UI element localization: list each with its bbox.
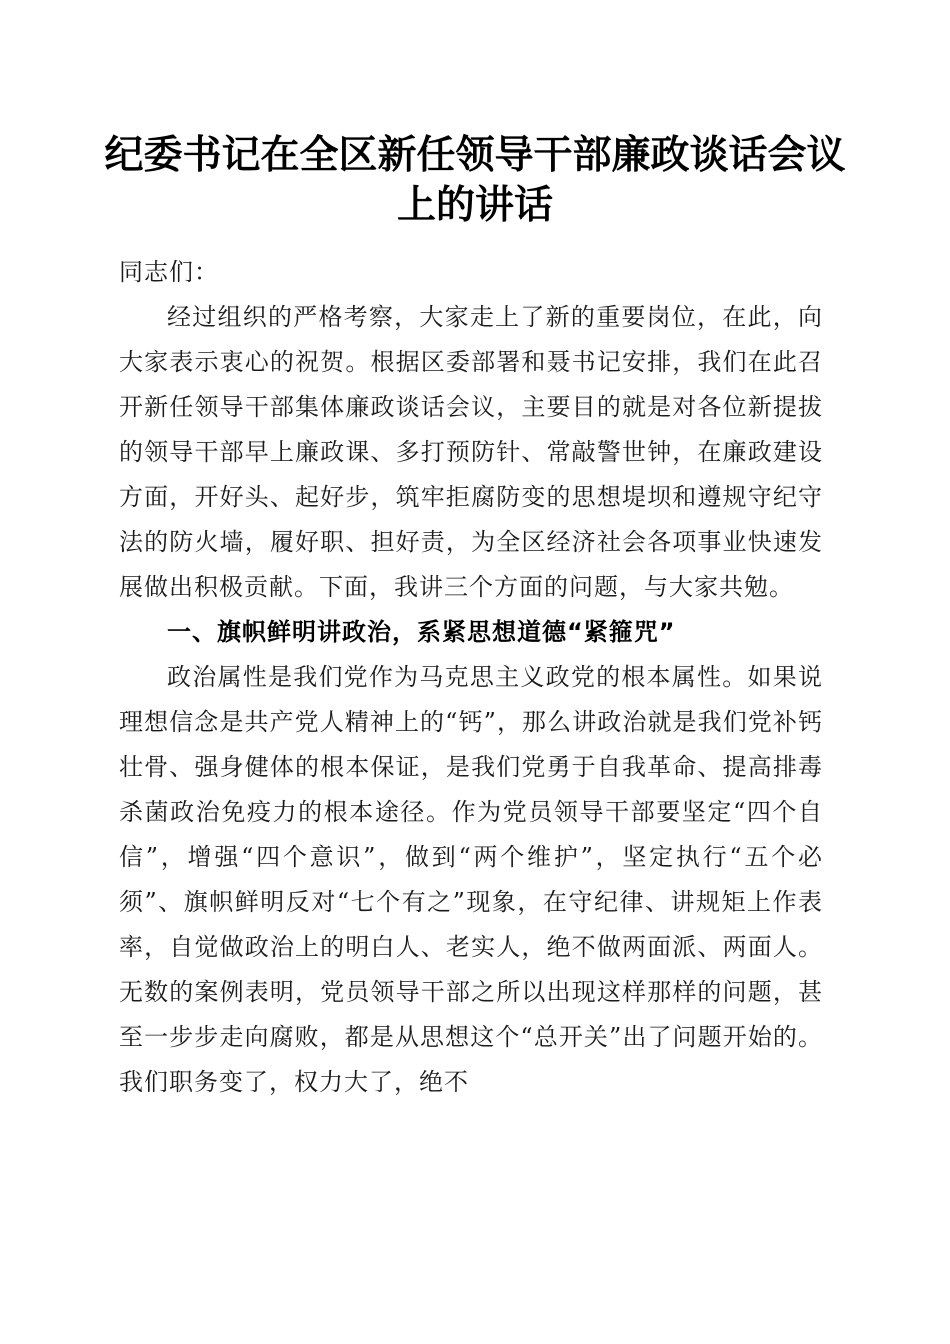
intro-paragraph: 经过组织的严格考察，大家走上了新的重要岗位，在此，向大家表示衷心的祝贺。根据区委部署和聂书记安排，我们在此召开新任领导干部集体廉政谈话会议，主要目的就是对各位新提拔的领导干部早上廉政课、多打预防针、常敲警世钟，在廉政建设方面，开好头、起好步，筑牢拒腐防变的思想堤坝和遵规守纪守法的防火墙，履好职、担好责，为全区经济社会各项事业快速发展做出积极贡献。下面，我讲三个方面的问题，与大家共勉。 [119, 303, 823, 601]
salutation: 同志们： [119, 258, 219, 286]
section-heading-1: 一、旗帜鲜明讲政治，系紧思想道德“紧箍咒” [167, 618, 676, 646]
document-body [119, 250, 823, 1105]
section-paragraph-1: 政治属性是我们党作为马克思主义政党的根本属性。如果说理想信念是共产党人精神上的“钙”，那么讲政治就是我们党补钙壮骨、强身健体的根本保证，是我们党勇于自我革命、提高排毒杀菌政治免疫力的根本途径。作为党员领导干部要坚定“四个自信”，增强“四个意识”，做到“两个维护”，坚定执行“五个必须”、旗帜鲜明反对“七个有之”现象，在守纪律、讲规矩上作表率，自觉做政治上的明白人、老实人，绝不做两面派、两面人。无数的案例表明，党员领导干部之所以出现这样那样的问题，甚至一步步走向腐败，都是从思想这个“总开关”出了问题开始的。我们职务变了，权力大了，绝不 [119, 663, 823, 1096]
document-title: 纪委书记在全区新任领导干部廉政谈话会议上的讲话 [104, 132, 846, 228]
